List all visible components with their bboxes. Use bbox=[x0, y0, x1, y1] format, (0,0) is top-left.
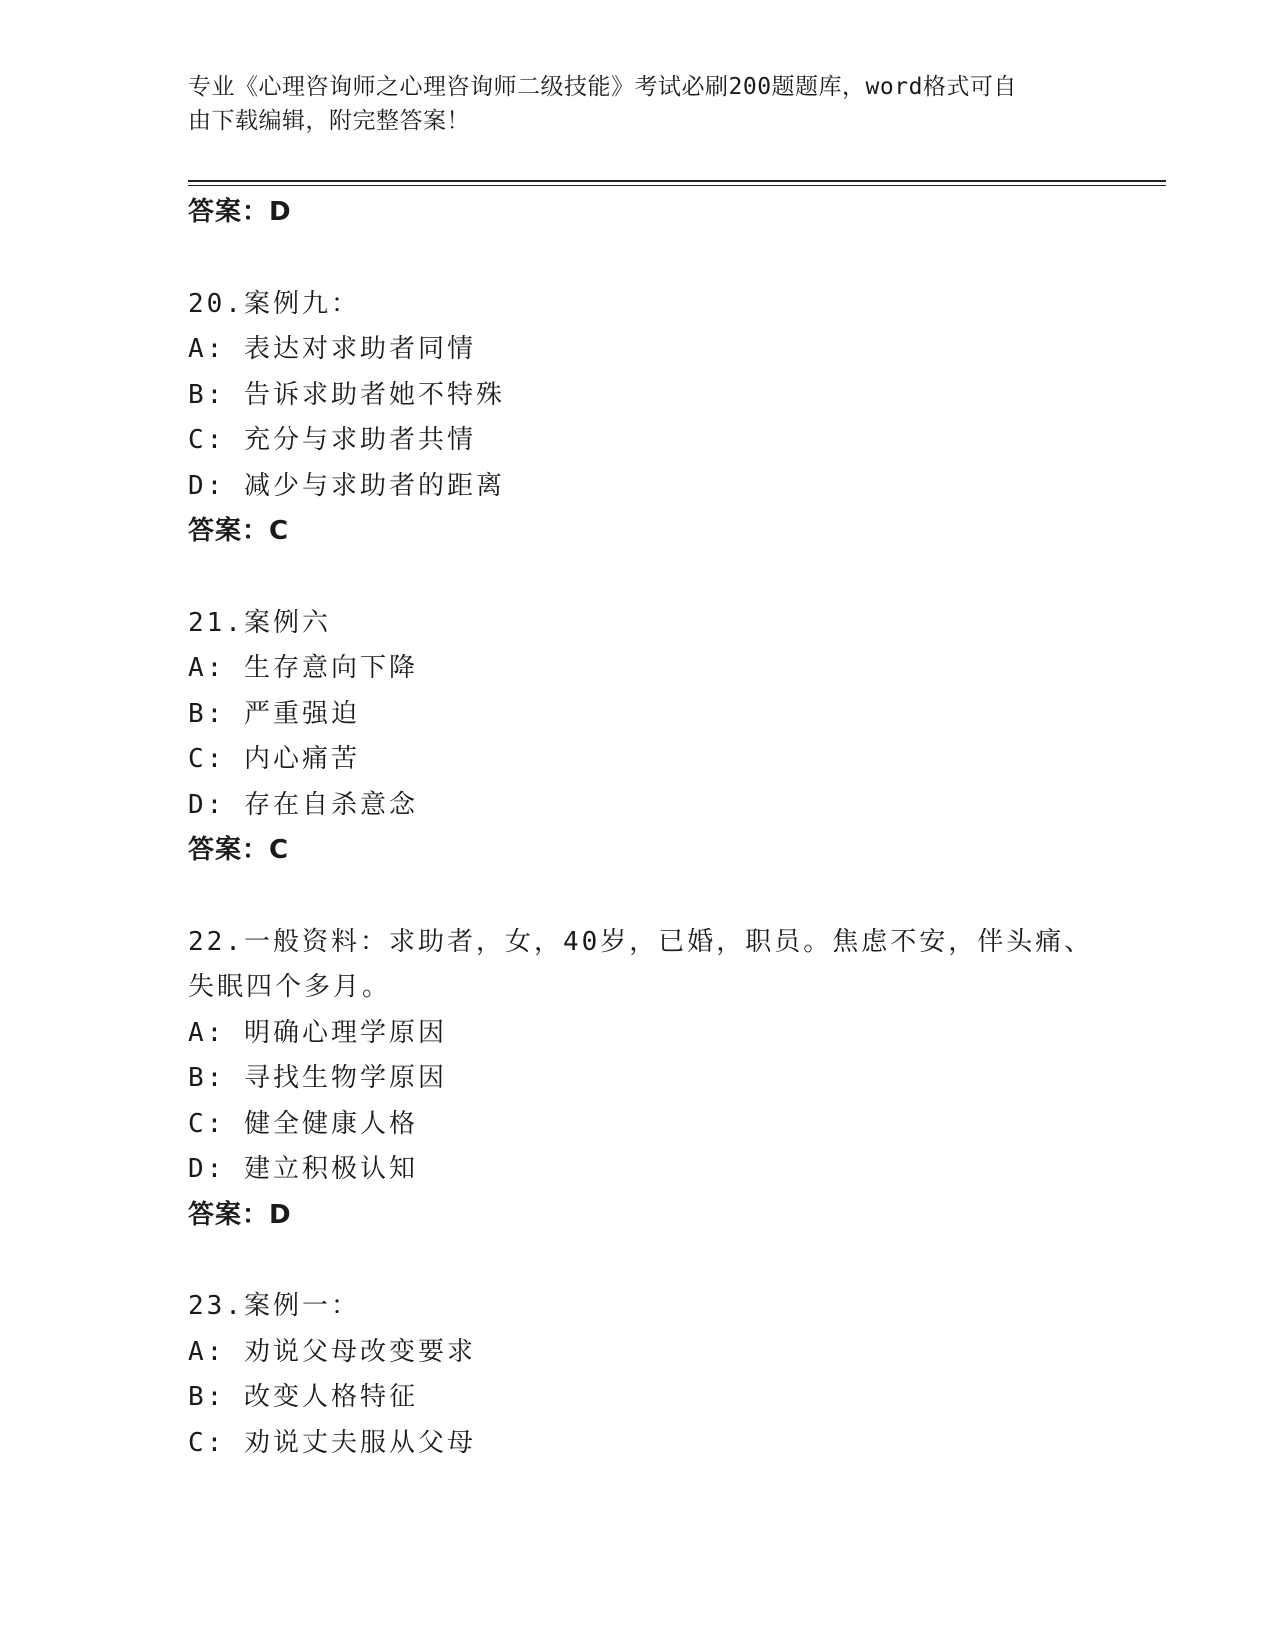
option-d: D: 建立积极认知 bbox=[188, 1154, 418, 1184]
option-b: B: 寻找生物学原因 bbox=[188, 1063, 447, 1093]
answer: 答案：C bbox=[188, 516, 290, 546]
answer: 答案：D bbox=[188, 1199, 292, 1230]
spacer bbox=[188, 555, 1148, 601]
question-22 bbox=[188, 920, 1148, 1239]
question-text: 21.案例六 bbox=[188, 607, 331, 638]
option-a: A: 明确心理学原因 bbox=[188, 1017, 447, 1048]
option-b: B: 改变人格特征 bbox=[188, 1382, 418, 1412]
answer-previous: 答案：D bbox=[188, 197, 292, 227]
option-c: C: 劝说丈夫服从父母 bbox=[188, 1427, 476, 1458]
option-b: B: 告诉求助者她不特殊 bbox=[188, 379, 505, 410]
question-20 bbox=[188, 282, 1148, 555]
question-21 bbox=[188, 601, 1148, 874]
question-text: 20.案例九： bbox=[188, 288, 360, 319]
option-d: D: 减少与求助者的距离 bbox=[188, 470, 505, 501]
page-header bbox=[188, 70, 1088, 138]
option-a: A: 表达对求助者同情 bbox=[188, 334, 476, 364]
option-a: A: 生存意向下降 bbox=[188, 653, 418, 683]
document-body bbox=[188, 190, 1148, 1466]
header-line-1: 专业《心理咨询师之心理咨询师二级技能》考试必刷200题题库，word格式可自 bbox=[188, 74, 1017, 100]
question-text-line-1: 22.一般资料：求助者，女，40岁，已婚，职员。焦虑不安，伴头痛、 bbox=[188, 926, 1094, 957]
answer: 答案：C bbox=[188, 835, 290, 865]
header-divider-thick bbox=[188, 180, 1166, 182]
option-c: C: 充分与求助者共情 bbox=[188, 425, 476, 455]
option-c: C: 健全健康人格 bbox=[188, 1108, 418, 1139]
header-divider-thin bbox=[188, 185, 1166, 186]
option-b: B: 严重强迫 bbox=[188, 698, 360, 729]
option-d: D: 存在自杀意念 bbox=[188, 789, 418, 820]
option-a: A: 劝说父母改变要求 bbox=[188, 1336, 476, 1367]
option-c: C: 内心痛苦 bbox=[188, 744, 360, 774]
question-text-line-2: 失眠四个多月。 bbox=[188, 972, 392, 1002]
spacer bbox=[188, 236, 1148, 282]
question-text: 23.案例一： bbox=[188, 1291, 360, 1321]
header-line-2: 由下载编辑，附完整答案！ bbox=[188, 108, 470, 134]
spacer bbox=[188, 1238, 1148, 1284]
spacer bbox=[188, 874, 1148, 920]
question-23 bbox=[188, 1284, 1148, 1466]
